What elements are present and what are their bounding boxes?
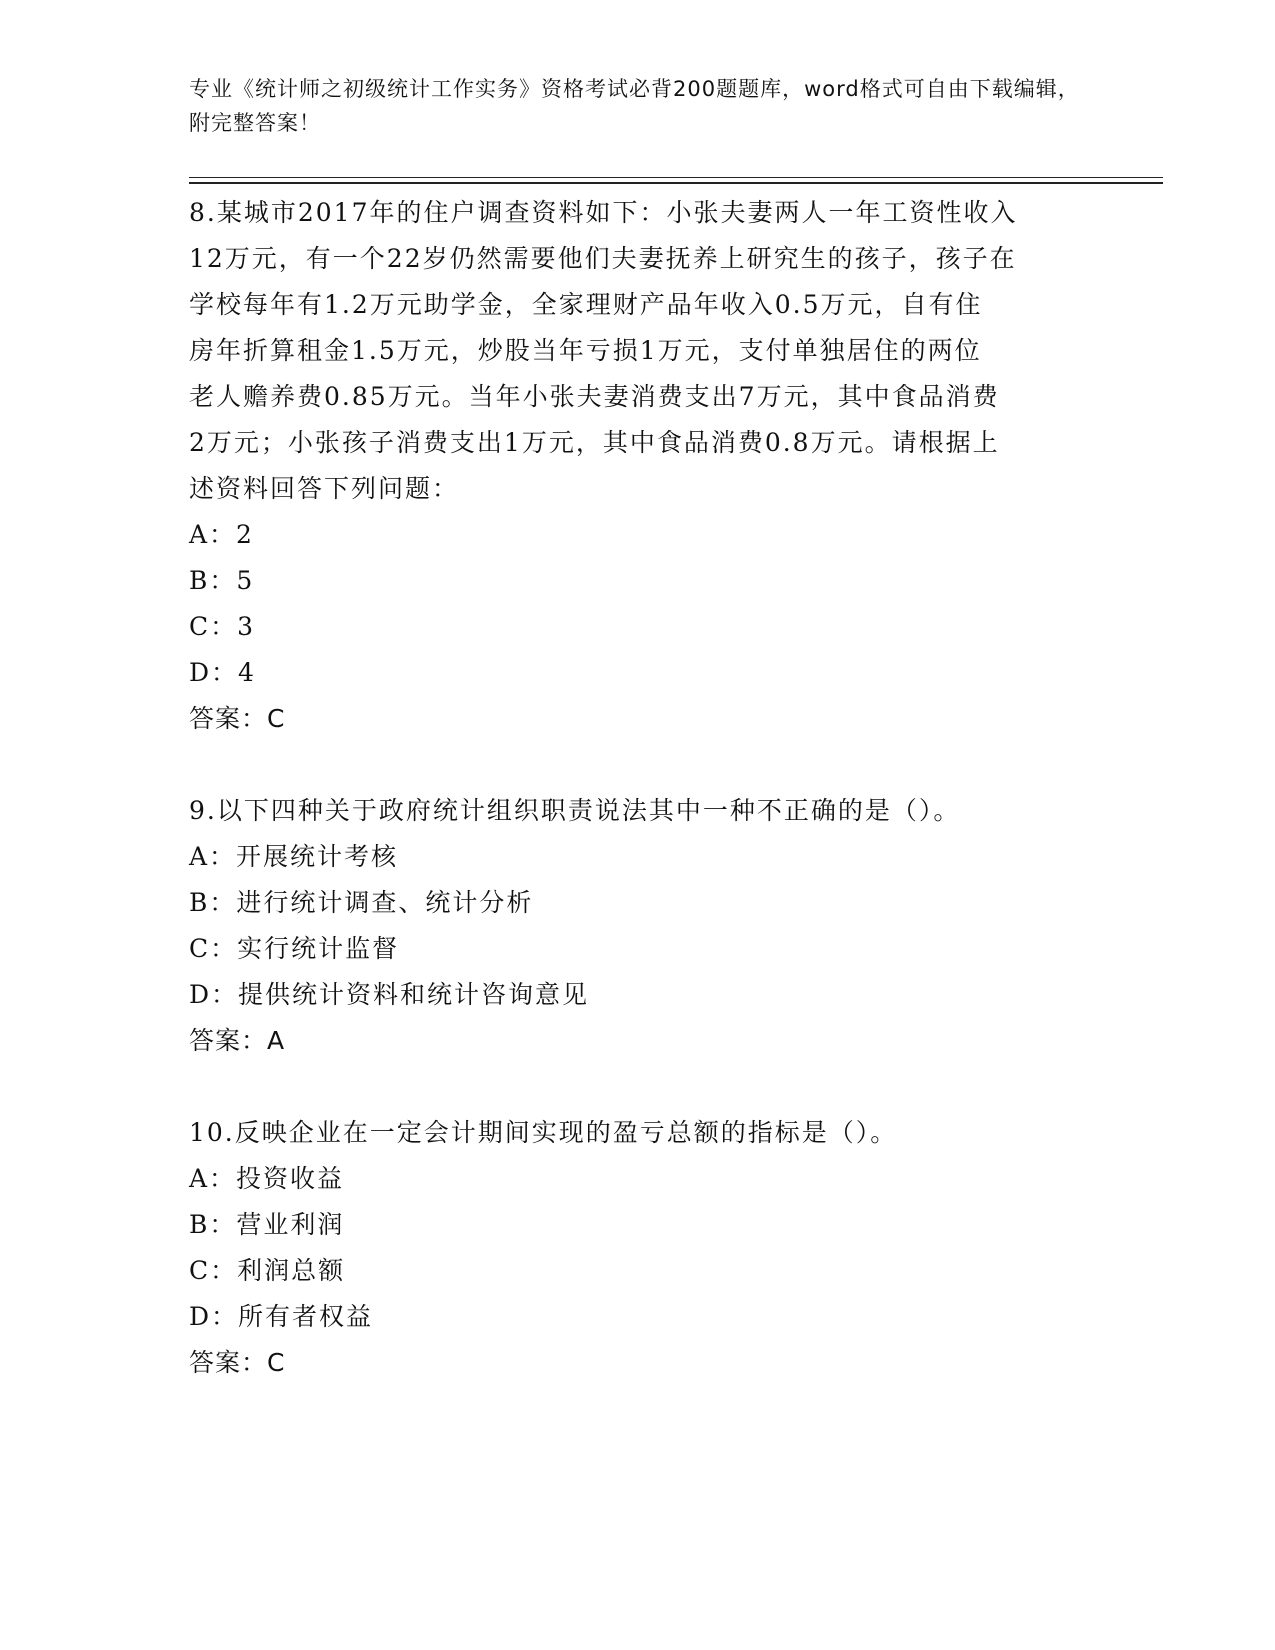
question-8-option-a: A：2 <box>189 520 254 549</box>
question-9 <box>189 788 1089 1064</box>
question-10-option-d: D：所有者权益 <box>189 1302 374 1331</box>
question-8-answer: 答案：C <box>189 704 286 733</box>
question-9-option-a: A：开展统计考核 <box>189 842 399 871</box>
question-10 <box>189 1110 1089 1386</box>
question-10-stem-line: 10.反映企业在一定会计期间实现的盈亏总额的指标是（）。 <box>189 1118 898 1147</box>
question-8-option-c: C：3 <box>189 612 256 641</box>
question-8-stem-line: 2万元；小张孩子消费支出1万元，其中食品消费0.8万元。请根据上 <box>189 428 1000 457</box>
question-list <box>189 190 1089 1386</box>
question-9-answer: 答案：A <box>189 1026 286 1055</box>
question-9-option-b: B：进行统计调查、统计分析 <box>189 888 534 917</box>
header-divider-thick <box>189 182 1163 184</box>
question-10-option-a: A：投资收益 <box>189 1164 345 1193</box>
question-9-option-c: C：实行统计监督 <box>189 934 400 963</box>
question-spacer <box>189 1064 1089 1110</box>
question-10-option-c: C：利润总额 <box>189 1256 346 1285</box>
question-8-stem-line: 老人赡养费0.85万元。当年小张夫妻消费支出7万元，其中食品消费 <box>189 382 1000 411</box>
question-8-stem-line: 述资料回答下列问题： <box>189 474 460 503</box>
question-8 <box>189 190 1089 742</box>
question-8-option-d: D：4 <box>189 658 256 687</box>
header-divider-thin <box>189 177 1163 178</box>
question-spacer <box>189 742 1089 788</box>
question-8-option-b: B：5 <box>189 566 255 595</box>
question-10-option-b: B：营业利润 <box>189 1210 345 1239</box>
question-8-stem-line: 房年折算租金1.5万元，炒股当年亏损1万元，支付单独居住的两位 <box>189 336 982 365</box>
question-8-stem-line: 学校每年有1.2万元助学金，全家理财产品年收入0.5万元，自有住 <box>189 290 983 319</box>
question-9-option-d: D：提供统计资料和统计咨询意见 <box>189 980 590 1009</box>
question-9-stem-line: 9.以下四种关于政府统计组织职责说法其中一种不正确的是（）。 <box>189 796 961 825</box>
document-header: 专业《统计师之初级统计工作实务》资格考试必背200题题库，word格式可自由下载编辑，附完整答案！ <box>189 77 1080 135</box>
question-8-stem-line: 8.某城市2017年的住户调查资料如下：小张夫妻两人一年工资性收入 <box>189 198 1018 227</box>
question-8-stem-line: 12万元，有一个22岁仍然需要他们夫妻抚养上研究生的孩子，孩子在 <box>189 244 1017 273</box>
question-10-answer: 答案：C <box>189 1348 286 1377</box>
